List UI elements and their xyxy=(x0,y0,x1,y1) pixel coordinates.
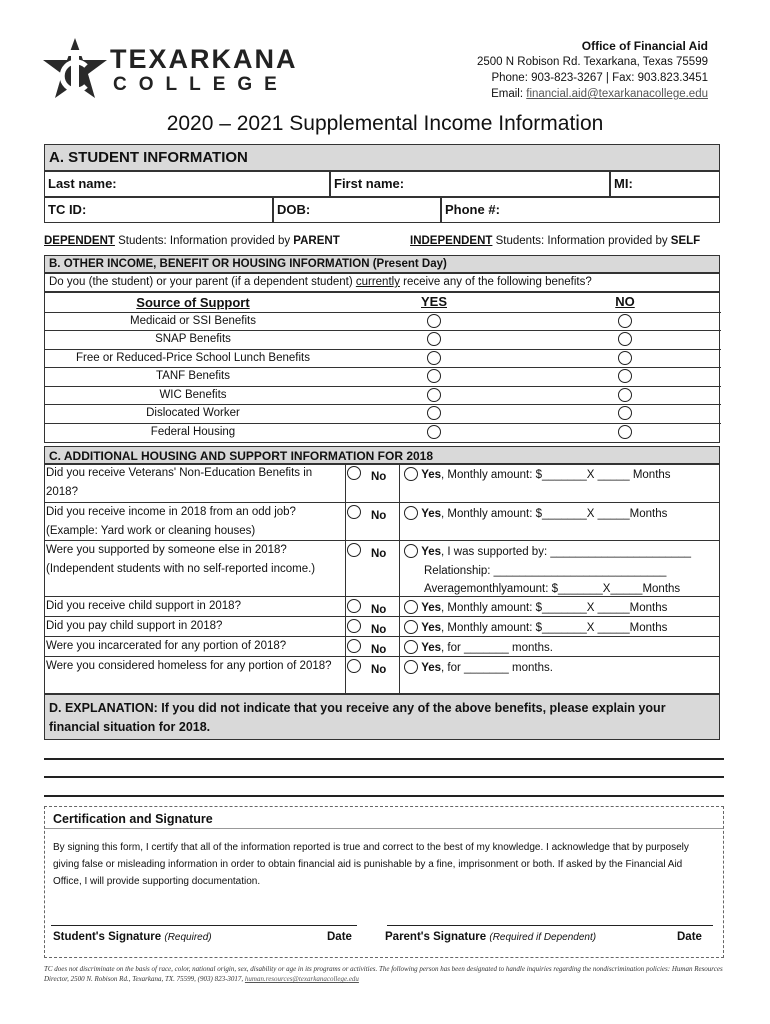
benefit-row xyxy=(45,312,721,331)
benefit-label: Medicaid or SSI Benefits xyxy=(130,314,256,327)
no-radio[interactable] xyxy=(347,505,361,519)
no-radio[interactable] xyxy=(618,314,632,328)
benefit-row xyxy=(45,386,721,405)
col-source: Source of Support xyxy=(136,295,250,310)
no-radio[interactable] xyxy=(347,639,361,653)
email-label: Email: xyxy=(491,88,527,100)
certification-heading: Certification and Signature xyxy=(45,807,723,829)
office-address: 2500 N Robison Rd. Texarkana, Texas 75599 xyxy=(476,56,708,68)
yes-radio[interactable] xyxy=(427,388,441,402)
no-radio[interactable] xyxy=(618,388,632,402)
email-link[interactable]: financial.aid@texarkanacollege.edu xyxy=(526,88,708,100)
section-c-heading: C. ADDITIONAL HOUSING AND SUPPORT INFORMATION FOR 2018 xyxy=(44,446,720,464)
no-radio[interactable] xyxy=(347,466,361,480)
dob-label: DOB: xyxy=(277,202,311,217)
yes-radio[interactable] xyxy=(404,544,418,558)
benefit-row xyxy=(45,330,721,349)
support-row: Were you supported by someone else in 2018? (Independent students with no self-reported income.) No Yes, I was supported by: ______________________ Relationship: ___________________________ Averagemonthlyamount: $_______X_____Months xyxy=(44,540,720,596)
yes-radio[interactable] xyxy=(427,425,441,439)
benefit-row xyxy=(45,404,721,423)
benefit-row xyxy=(45,349,721,368)
benefit-label: Federal Housing xyxy=(150,425,236,438)
student-signature-label: Student's Signature (Required) xyxy=(53,931,212,943)
no-radio[interactable] xyxy=(347,543,361,557)
certification-box xyxy=(44,806,724,958)
mi-label: MI: xyxy=(614,176,633,191)
support-question: Were you supported by someone else in 2018? (Independent students with no self-reported income.) xyxy=(46,544,316,575)
col-yes: YES xyxy=(420,294,447,309)
support-question: Were you considered homeless for any portion of 2018? xyxy=(46,660,332,672)
support-row: Did you receive Veterans' Non-Education Benefits in 2018? No Yes, Monthly amount: $_______X _____ Months xyxy=(44,464,720,502)
student-signature-line[interactable] xyxy=(51,925,357,926)
support-row: Were you considered homeless for any portion of 2018? No Yes, for _______ months. xyxy=(44,656,720,694)
explanation-line[interactable] xyxy=(44,795,724,797)
dob-field[interactable] xyxy=(273,197,441,223)
independent-note: INDEPENDENT Students: Information provided by SELF xyxy=(410,235,701,247)
support-question: Did you pay child support in 2018? xyxy=(46,620,223,632)
support-question: Did you receive child support in 2018? xyxy=(46,600,241,612)
yes-radio[interactable] xyxy=(427,406,441,420)
support-question: Were you incarcerated for any portion of 2018? xyxy=(46,640,287,652)
first-name-label: First name: xyxy=(334,176,405,191)
college-name-line1: TEXARKANA xyxy=(110,44,298,74)
support-row: Did you receive income in 2018 from an odd job? (Example: Yard work or cleaning houses) No Yes, Monthly amount: $_______X _____Months xyxy=(44,502,720,540)
no-radio[interactable] xyxy=(618,406,632,420)
yes-radio[interactable] xyxy=(427,314,441,328)
benefit-row xyxy=(45,367,721,386)
phone-label: Phone #: xyxy=(445,202,500,217)
mi-field[interactable] xyxy=(610,171,720,197)
certification-text: By signing this form, I certify that all of the information reported is true and correct to the best of my knowledge. I acknowledge that by purposely giving false or misleading information in order to obtain financial aid is punishable by a fine, imprisonment or both. If asked by the Financial Aid Office, I will provide supporting documentation. xyxy=(53,842,689,887)
section-a-heading: A. STUDENT INFORMATION xyxy=(44,144,720,171)
no-radio[interactable] xyxy=(618,369,632,383)
support-row: Did you pay child support in 2018? No Yes, Monthly amount: $_______X _____Months xyxy=(44,616,720,636)
yes-radio[interactable] xyxy=(404,467,418,481)
yes-radio[interactable] xyxy=(404,506,418,520)
office-contact xyxy=(477,38,708,102)
hr-email-link[interactable]: human.resources@texarkanacollege.edu xyxy=(244,975,359,983)
parent-date-label: Date xyxy=(677,931,702,943)
college-name-line2: COLLEGE xyxy=(113,74,289,95)
last-name-label: Last name: xyxy=(48,176,117,191)
parent-signature-line[interactable] xyxy=(387,925,713,926)
no-radio[interactable] xyxy=(347,599,361,613)
student-date-label: Date xyxy=(327,931,352,943)
parent-signature-label: Parent's Signature (Required if Dependent) xyxy=(385,931,597,943)
dependent-note: DEPENDENT Students: Information provided by PARENT xyxy=(44,235,340,247)
no-radio[interactable] xyxy=(618,332,632,346)
no-radio[interactable] xyxy=(618,425,632,439)
no-radio[interactable] xyxy=(618,351,632,365)
yes-radio[interactable] xyxy=(427,369,441,383)
yes-radio[interactable] xyxy=(404,600,418,614)
section-b-question: Do you (the student) or your parent (if a dependent student) currently receive any of the following benefits? xyxy=(44,273,720,292)
page-title: 2020 – 2021 Supplemental Income Information xyxy=(166,112,604,135)
office-phone: Phone: 903-823-3267 | Fax: 903.823.3451 xyxy=(491,72,708,84)
section-b-heading: B. OTHER INCOME, BENEFIT OR HOUSING INFORMATION (Present Day) xyxy=(44,255,720,273)
benefit-label: Dislocated Worker xyxy=(146,407,240,419)
first-name-field[interactable] xyxy=(330,171,610,197)
no-radio[interactable] xyxy=(347,619,361,633)
support-row: Did you receive child support in 2018? No Yes, Monthly amount: $_______X _____Months xyxy=(44,596,720,616)
col-no: NO xyxy=(615,294,635,309)
no-radio[interactable] xyxy=(347,659,361,673)
tc-id-field[interactable] xyxy=(44,197,273,223)
yes-radio[interactable] xyxy=(404,620,418,634)
tc-id-label: TC ID: xyxy=(48,202,87,217)
support-question: Did you receive Veterans' Non-Education Benefits in 2018? xyxy=(46,467,313,498)
support-row: Were you incarcerated for any portion of 2018? No Yes, for _______ months. xyxy=(44,636,720,656)
section-d-heading: D. EXPLANATION: If you did not indicate that you receive any of the above benefits, please explain your financial situation for 2018. xyxy=(44,694,720,740)
benefit-row xyxy=(45,423,721,442)
college-logo-icon xyxy=(40,36,110,104)
benefit-label: TANF Benefits xyxy=(156,370,230,382)
benefits-header-row xyxy=(45,293,721,312)
office-title: Office of Financial Aid xyxy=(581,39,708,53)
benefit-label: SNAP Benefits xyxy=(155,333,231,345)
support-question: Did you receive income in 2018 from an odd job? (Example: Yard work or cleaning houses) xyxy=(46,506,296,537)
yes-radio[interactable] xyxy=(427,332,441,346)
yes-radio[interactable] xyxy=(404,660,418,674)
last-name-field[interactable] xyxy=(44,171,330,197)
yes-radio[interactable] xyxy=(404,640,418,654)
footer-nondiscrimination: TC does not discriminate on the basis of race, color, national origin, sex, disability or age in its programs or activities. The following person has been designated to handle inquiries regarding the nondiscrimination policies: Human Resources Director, 2500 N. Robison Rd., Texarkana, TX. 75599, (903) 823-3017, human.resources@texarkanacollege.edu xyxy=(44,965,723,983)
benefits-table xyxy=(44,292,720,443)
phone-field[interactable] xyxy=(441,197,720,223)
explanation-line[interactable] xyxy=(44,758,724,760)
benefit-label: Free or Reduced-Price School Lunch Benefits xyxy=(76,351,310,364)
explanation-line[interactable] xyxy=(44,776,724,778)
benefit-label: WIC Benefits xyxy=(159,388,227,401)
yes-radio[interactable] xyxy=(427,351,441,365)
